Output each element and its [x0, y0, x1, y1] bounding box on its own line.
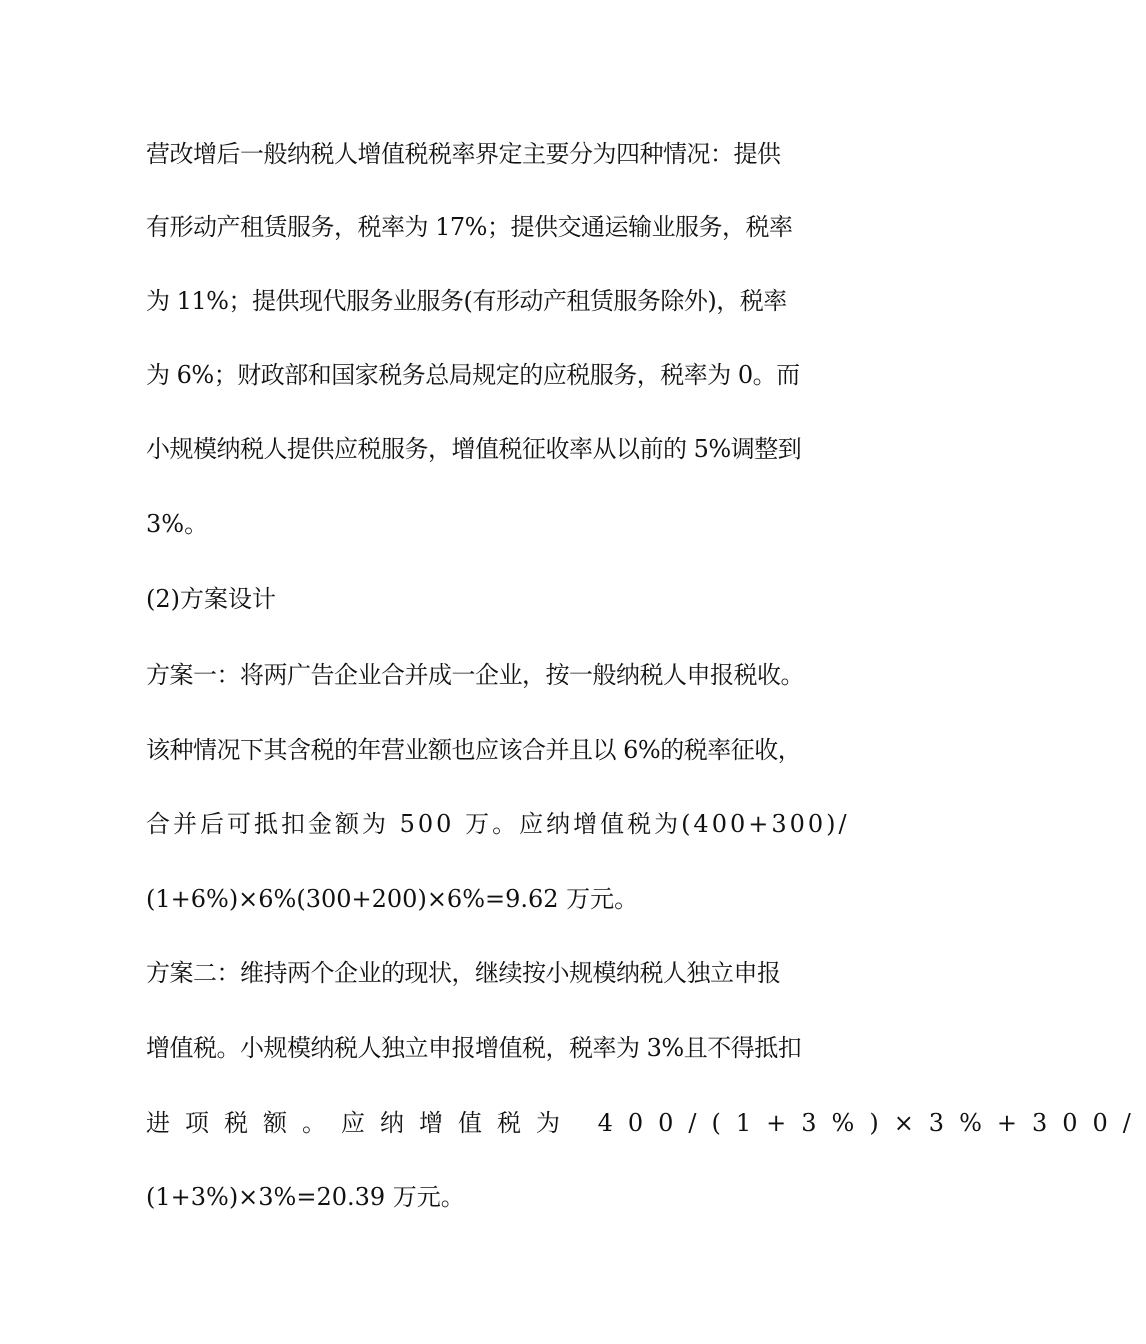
plan-one-line-1: 方案一：将两广告企业合并成一企业，按一般纳税人申报税收。: [146, 661, 804, 689]
plan-two-line-2: 增值税。小规模纳税人独立申报增值税，税率为 3%且不得抵扣: [146, 1034, 802, 1062]
paragraph-line-3: 为 11%；提供现代服务业服务(有形动产租赁服务除外)，税率: [146, 287, 787, 315]
plan-two-line-4: (1+3%)×3%=20.39 万元。: [146, 1183, 465, 1211]
plan-one-line-2: 该种情况下其含税的年营业额也应该合并且以 6%的税率征收，: [146, 736, 802, 764]
plan-one-line-3: 合并后可抵扣金额为 500 万。应纳增值税为(400+300)/: [146, 810, 850, 838]
plan-one-line-4: (1+6%)×6%(300+200)×6%=9.62 万元。: [146, 885, 639, 913]
plan-two-line-1: 方案二：维持两个企业的现状，继续按小规模纳税人独立申报: [146, 959, 781, 987]
paragraph-line-1: 营改增后一般纳税人增值税税率界定主要分为四种情况：提供: [146, 140, 781, 168]
section-heading: (2)方案设计: [146, 585, 276, 613]
paragraph-line-2: 有形动产租赁服务，税率为 17%；提供交通运输业服务，税率: [146, 213, 793, 241]
paragraph-line-5: 小规模纳税人提供应税服务，增值税征收率从以前的 5%调整到: [146, 435, 802, 463]
plan-two-line-3: 进项税额。应纳增值税为 400/(1+3%)×3%+300/: [146, 1109, 1146, 1137]
paragraph-line-6: 3%。: [146, 510, 209, 538]
paragraph-line-4: 为 6%；财政部和国家税务总局规定的应税服务，税率为 0。而: [146, 361, 800, 389]
